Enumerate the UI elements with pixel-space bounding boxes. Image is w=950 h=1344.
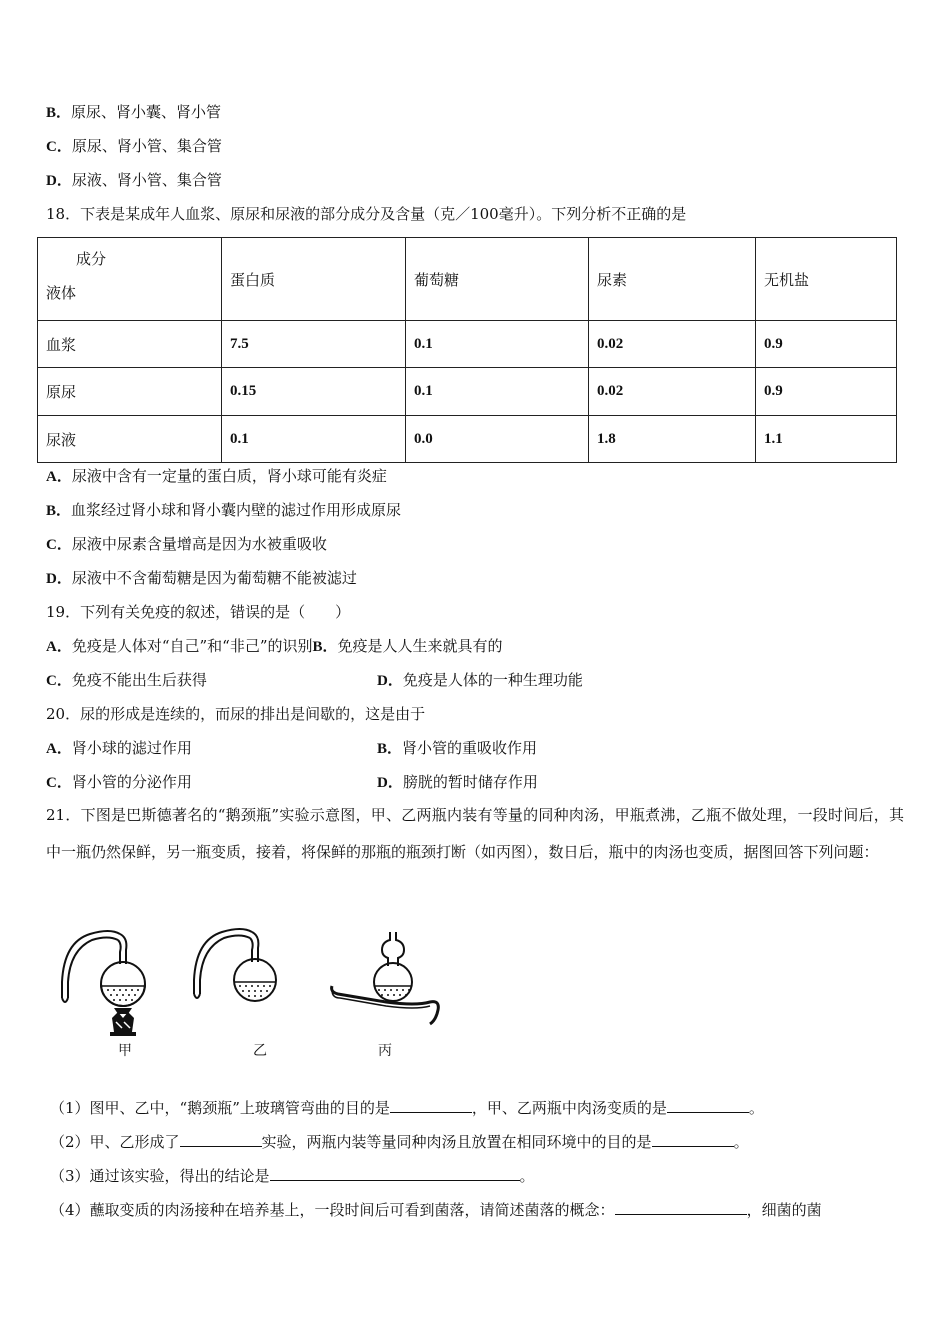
- row-name: 原尿: [38, 368, 222, 416]
- table-header-row: [38, 238, 897, 321]
- q18-table: [37, 237, 897, 463]
- q19-option-d: D．免疫是人体的一种生理功能: [377, 671, 583, 689]
- table-cell: 1.1: [756, 416, 897, 463]
- q18-stem: 18．下表是某成年人血浆、原尿和尿液的部分成分及含量（克／100毫升）。下列分析不正确的是: [46, 205, 687, 223]
- answer-blank[interactable]: [390, 1097, 472, 1113]
- q18-option-b: B．血浆经过肾小球和肾小囊内壁的滤过作用形成原尿: [46, 501, 402, 519]
- answer-blank[interactable]: [615, 1199, 747, 1215]
- q20-option-d: D．膀胱的暂时储存作用: [377, 773, 538, 791]
- table-row: [38, 321, 897, 368]
- figure-label-yi: 乙: [253, 1043, 267, 1059]
- table-cell: 0.9: [756, 368, 897, 416]
- table-col-header: 葡萄糖: [406, 238, 589, 321]
- flask-yi-figure: [186, 922, 286, 1002]
- table-cell: 1.8: [589, 416, 756, 463]
- table-corner-cell: [38, 238, 222, 321]
- table-cell: 0.1: [406, 368, 589, 416]
- flask-bing-figure: [326, 928, 444, 1028]
- q18-option-a: A．尿液中含有一定量的蛋白质，肾小球可能有炎症: [46, 467, 387, 485]
- row-name: 血浆: [38, 321, 222, 368]
- q19-stem: 19．下列有关免疫的叙述，错误的是（ ）: [46, 603, 351, 621]
- answer-blank[interactable]: [180, 1131, 262, 1147]
- q20-option-b: B．肾小管的重吸收作用: [377, 739, 538, 757]
- corner-bottom-label: 液体: [46, 284, 77, 302]
- table-cell: 0.02: [589, 368, 756, 416]
- q17-option-d: D．尿液、肾小管、集合管: [46, 171, 222, 189]
- row-name: 尿液: [38, 416, 222, 463]
- table-cell: 0.1: [222, 416, 406, 463]
- table-cell: 0.9: [756, 321, 897, 368]
- q21-stem: 21．下图是巴斯德著名的“鹅颈瓶”实验示意图，甲、乙两瓶内装有等量的同种肉汤，甲瓶煮沸，乙瓶不做处理，一段时间后，其中一瓶仍然保鲜，另一瓶变质，接着，将保鲜的那瓶的瓶颈打断（如丙图），数日后，瓶中的肉汤也变质，据图回答下列问题：: [46, 806, 904, 861]
- table-col-header: 尿素: [589, 238, 756, 321]
- q21-sub4: （4）蘸取变质的肉汤接种在培养基上，一段时间后可看到菌落，请简述菌落的概念： ，细菌的菌: [50, 1201, 822, 1219]
- q17-option-b: B．原尿、肾小囊、肾小管: [46, 103, 222, 121]
- figure-label-bing: 丙: [378, 1043, 392, 1059]
- corner-top-label: 成分: [76, 250, 107, 268]
- table-row: [38, 416, 897, 463]
- answer-blank[interactable]: [270, 1165, 520, 1181]
- q21-sub1: （1）图甲、乙中，“鹅颈瓶”上玻璃管弯曲的目的是 ，甲、乙两瓶中肉汤变质的是 。: [50, 1099, 764, 1117]
- table-cell: 0.02: [589, 321, 756, 368]
- q20-stem: 20．尿的形成是连续的，而尿的排出是间歇的，这是由于: [46, 705, 426, 723]
- table-cell: 0.0: [406, 416, 589, 463]
- flask-jia-figure: [52, 922, 162, 1040]
- figure-label-jia: 甲: [118, 1043, 132, 1059]
- q18-option-d: D．尿液中不含葡萄糖是因为葡萄糖不能被滤过: [46, 569, 357, 587]
- q20-option-a: A．肾小球的滤过作用: [46, 739, 192, 757]
- table-cell: 0.15: [222, 368, 406, 416]
- q19-option-ab: A．免疫是人体对“自己”和“非己”的识别B．免疫是人人生来就具有的: [46, 637, 503, 655]
- q17-option-c: C．原尿、肾小管、集合管: [46, 137, 222, 155]
- table-cell: 0.1: [406, 321, 589, 368]
- q21-sub3: （3）通过该实验，得出的结论是 。: [50, 1167, 535, 1185]
- answer-blank[interactable]: [667, 1097, 749, 1113]
- table-row: [38, 368, 897, 416]
- q19-option-c: C．免疫不能出生后获得: [46, 671, 207, 689]
- q20-option-c: C．肾小管的分泌作用: [46, 773, 192, 791]
- table-cell: 7.5: [222, 321, 406, 368]
- answer-blank[interactable]: [652, 1131, 734, 1147]
- q18-option-c: C．尿液中尿素含量增高是因为水被重吸收: [46, 535, 327, 553]
- q21-sub2: （2）甲、乙形成了 实验，两瓶内装等量同种肉汤且放置在相同环境中的目的是 。: [50, 1133, 749, 1151]
- table-col-header: 蛋白质: [222, 238, 406, 321]
- table-col-header: 无机盐: [756, 238, 897, 321]
